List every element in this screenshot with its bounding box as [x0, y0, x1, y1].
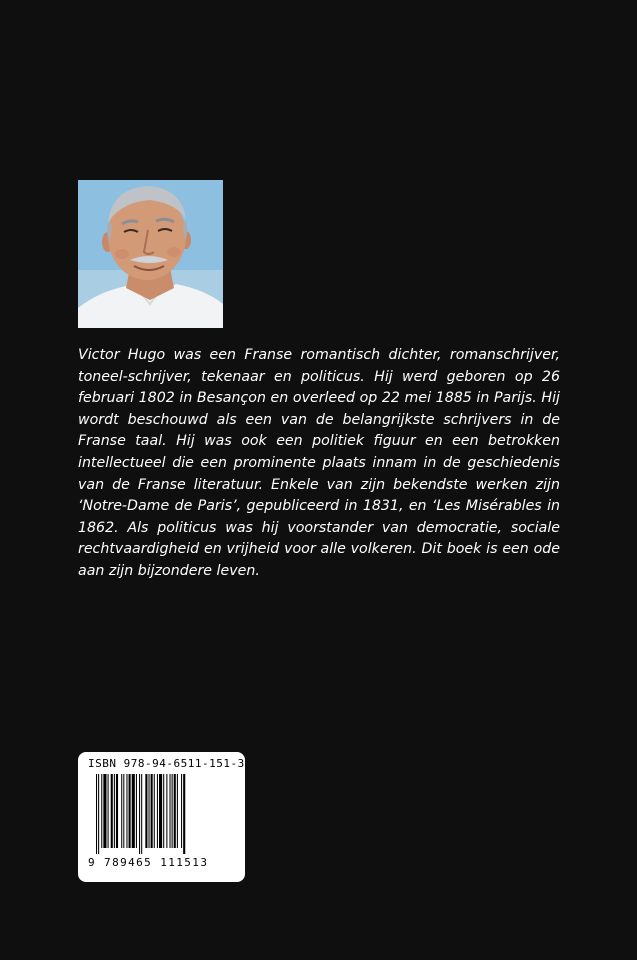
- barcode-bar: [121, 774, 122, 848]
- barcode-bar: [111, 774, 113, 848]
- barcode-bar: [163, 774, 164, 848]
- barcode-bar: [174, 774, 176, 848]
- barcode-bar: [101, 774, 102, 848]
- barcode-bar: [151, 774, 153, 848]
- barcode-bar: [157, 774, 158, 848]
- barcode-bar: [145, 774, 147, 848]
- barcode-digits: 9 789465 111513: [88, 856, 209, 869]
- barcode-bar: [136, 774, 137, 848]
- barcode-bar: [149, 774, 150, 848]
- barcode-bar: [141, 774, 142, 854]
- isbn-barcode: [78, 752, 245, 882]
- barcode-bar: [139, 774, 140, 854]
- barcode-bar: [159, 774, 162, 848]
- barcode-bar: [126, 774, 127, 848]
- barcode-bar: [129, 774, 131, 848]
- isbn-label: ISBN 978-94-6511-151-3: [88, 757, 245, 770]
- barcode-bar: [177, 774, 178, 848]
- barcode-bar: [108, 774, 109, 848]
- barcode-bar: [172, 774, 173, 848]
- author-photo: [78, 180, 223, 328]
- barcode-bars: [96, 774, 227, 854]
- barcode-bar: [116, 774, 118, 848]
- barcode-bar: [154, 774, 155, 848]
- barcode-bar: [170, 774, 171, 848]
- author-portrait-image: [78, 180, 223, 328]
- barcode-bar: [103, 774, 106, 848]
- barcode-bar: [123, 774, 124, 848]
- author-biography-text: Victor Hugo was een Franse romantisch dichter, romanschrijver, toneel-schrijver, tekenaar en politicus. Hij werd geboren op 26 februari 1802 in Besançon en overleed op 22 mei 1885 in Parijs. Hij wordt beschouwd als een van de belangrijkste schrijvers in de Franse taal. Hij was ook een politiek figuur en een betrokken intellectueel die een prominente plaats innam in de geschiedenis van de Franse literatuur. Enkele van zijn bekendste werken zijn ‘Notre-Dame de Paris’, gepubliceerd in 1831, en ‘Les Misérables in 1862. Als politicus was hij voorstander van democratie, sociale rechtvaardigheid en vrijheid voor alle volkeren. Dit boek is een ode aan zijn bijzondere leven.: [78, 347, 560, 579]
- barcode-bar: [96, 774, 97, 854]
- barcode-bar: [114, 774, 115, 848]
- barcode-bar: [132, 774, 135, 848]
- barcode-bar: [166, 774, 167, 848]
- barcode-bar: [181, 774, 182, 848]
- barcode-bar: [183, 774, 185, 854]
- barcode-bar: [98, 774, 99, 854]
